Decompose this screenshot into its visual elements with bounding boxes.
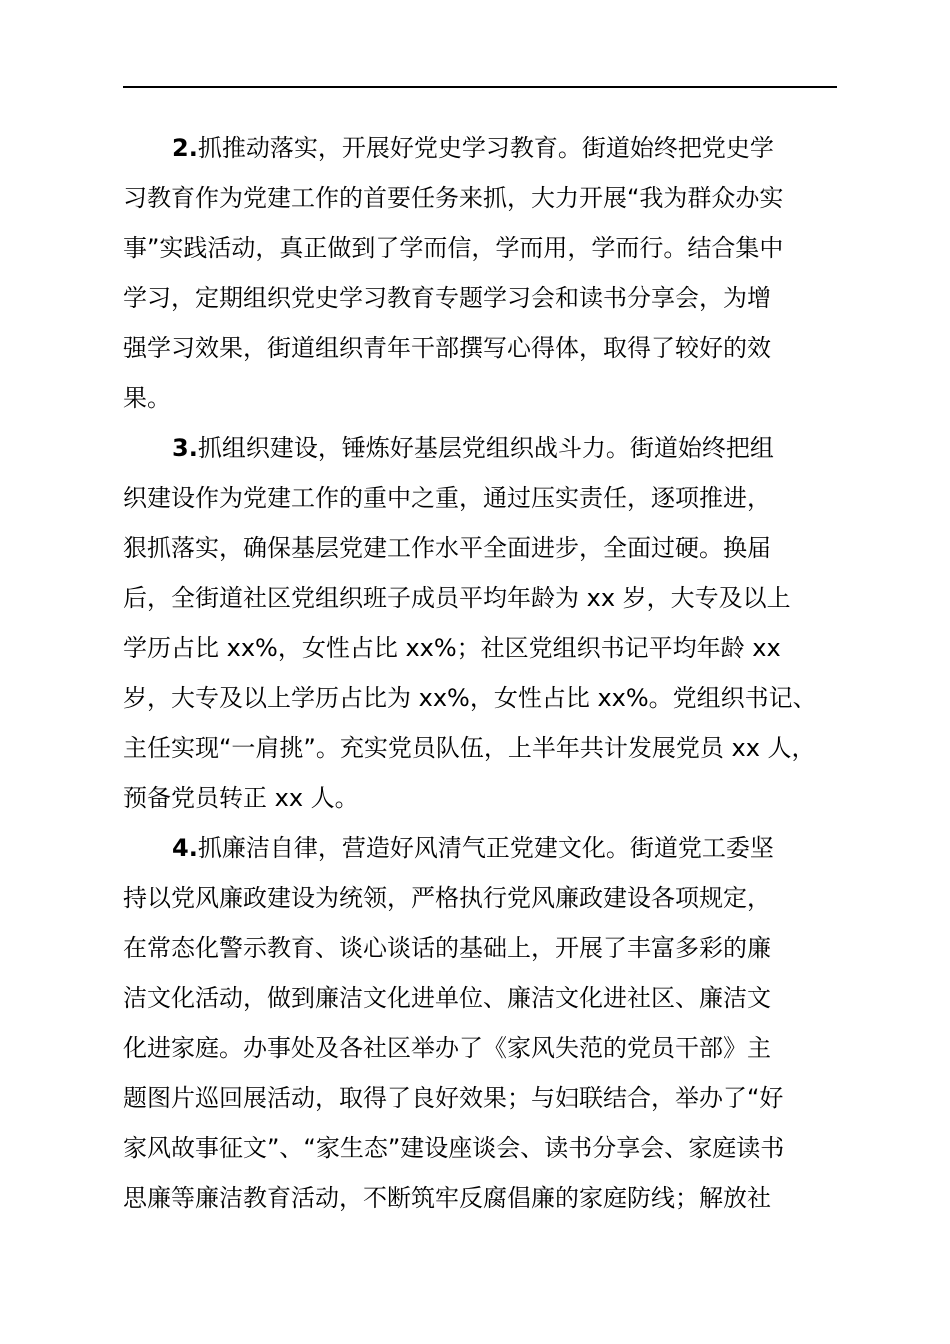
paragraph-3-line-8: 预备党员转正 xx 人。: [123, 784, 359, 812]
header-rule: [123, 86, 837, 88]
paragraph-2-line-3: 事”实践活动，真正做到了学而信，学而用，学而行。结合集中: [123, 234, 784, 262]
paragraph-3-line-1: 3.抓组织建设，锤炼好基层党组织战斗力。街道始终把组: [172, 434, 774, 462]
paragraph-4-number: 4.: [172, 834, 198, 862]
paragraph-4-line-7: 家风故事征文”、“家生态”建设座谈会、读书分享会、家庭读书: [123, 1134, 785, 1162]
paragraph-3-line-4: 后，全街道社区党组织班子成员平均年龄为 xx 岁，大专及以上: [123, 584, 791, 612]
paragraph-2-number: 2.: [172, 134, 198, 162]
paragraph-2-line-4: 学习，定期组织党史学习教育专题学习会和读书分享会，为增: [123, 284, 771, 312]
paragraph-3-line-6: 岁，大专及以上学历占比为 xx%，女性占比 xx%。党组织书记、: [123, 684, 817, 712]
paragraph-3-line-3: 狠抓落实，确保基层党建工作水平全面进步，全面过硬。换届: [123, 534, 771, 562]
paragraph-4-line-4: 洁文化活动，做到廉洁文化进单位、廉洁文化进社区、廉洁文: [123, 984, 771, 1012]
paragraph-3-number: 3.: [172, 434, 198, 462]
paragraph-4-line-2: 持以党风廉政建设为统领，严格执行党风廉政建设各项规定，: [123, 884, 771, 912]
paragraph-4-line-5: 化进家庭。办事处及各社区举办了《家风失范的党员干部》主: [123, 1034, 771, 1062]
paragraph-2-line-6: 果。: [123, 384, 171, 412]
paragraph-4-line-8: 思廉等廉洁教育活动，不断筑牢反腐倡廉的家庭防线；解放社: [123, 1184, 771, 1212]
paragraph-3-line-5: 学历占比 xx%，女性占比 xx%；社区党组织书记平均年龄 xx: [123, 634, 781, 662]
paragraph-4-line-1: 4.抓廉洁自律，营造好风清气正党建文化。街道党工委坚: [172, 834, 774, 862]
paragraph-3-line-7: 主任实现“一肩挑”。充实党员队伍，上半年共计发展党员 xx 人，: [123, 734, 816, 762]
paragraph-2-line-1: 2.抓推动落实，开展好党史学习教育。街道始终把党史学: [172, 134, 774, 162]
paragraph-3-line-2: 织建设作为党建工作的重中之重，通过压实责任，逐项推进，: [123, 484, 771, 512]
paragraph-4-line-6: 题图片巡回展活动，取得了良好效果；与妇联结合，举办了“好: [123, 1084, 784, 1112]
paragraph-4-line-3: 在常态化警示教育、谈心谈话的基础上，开展了丰富多彩的廉: [123, 934, 771, 962]
paragraph-2-line-5: 强学习效果，街道组织青年干部撰写心得体，取得了较好的效: [123, 334, 771, 362]
paragraph-2-line-2: 习教育作为党建工作的首要任务来抓，大力开展“我为群众办实: [123, 184, 784, 212]
